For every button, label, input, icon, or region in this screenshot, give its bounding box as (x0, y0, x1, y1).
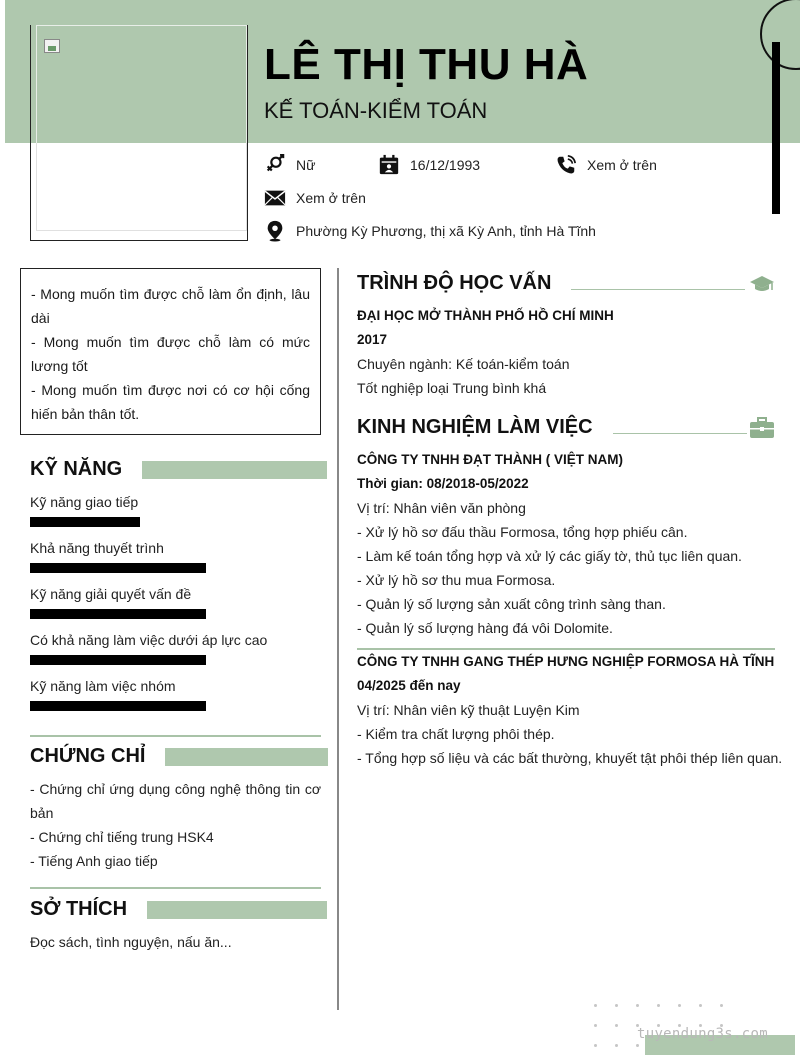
candidate-job-title: KẾ TOÁN-KIỂM TOÁN (264, 98, 488, 123)
contact-gender (264, 154, 315, 176)
skills-heading-bar (142, 461, 327, 479)
job-duty: - Tổng hợp số liệu và các bất thường, khuyết tật phôi thép liên quan. (357, 750, 783, 766)
graduation-cap-icon (749, 273, 775, 295)
decorative-dot (636, 1004, 639, 1007)
gender-value: Nữ (296, 157, 316, 173)
job-duty: - Quản lý số lượng hàng đá vôi Dolomite. (357, 620, 613, 636)
experience-heading-rule (613, 433, 747, 435)
skill-level-fill (30, 563, 206, 573)
skill-level-bar (30, 701, 206, 711)
job-position: Vị trí: Nhân viên kỹ thuật Luyện Kim (357, 702, 580, 718)
education-year: 2017 (357, 332, 388, 347)
hobbies-heading (30, 898, 327, 921)
skill-level-bar (30, 609, 206, 619)
certificates-heading-bar (165, 748, 328, 766)
job-duty: - Kiểm tra chất lượng phôi thép. (357, 726, 555, 742)
candidate-name: LÊ THỊ THU HÀ (264, 40, 589, 89)
objective-line: - Mong muốn tìm được chỗ làm có mức lương tốt (31, 334, 310, 374)
contact-phone (555, 154, 657, 176)
birthday-value: 16/12/1993 (410, 157, 481, 173)
experience-title: KINH NGHIỆM LÀM VIỆC (357, 416, 593, 438)
education-major: Chuyên ngành: Kế toán-kiểm toán (357, 356, 570, 372)
education-title: TRÌNH ĐỘ HỌC VẤN (357, 272, 552, 294)
education-heading (357, 272, 745, 295)
contact-email (264, 187, 366, 209)
decorative-dot (636, 1044, 639, 1047)
decorative-dot (699, 1004, 702, 1007)
contact-address (264, 220, 596, 242)
skill-label: Kỹ năng giao tiếp (30, 494, 139, 510)
job-period: 04/2025 đến nay (357, 678, 461, 693)
skill-level-bar (30, 563, 206, 573)
certificate-item: - Chứng chỉ tiếng trung HSK4 (30, 829, 214, 845)
phone-value: Xem ở trên (587, 157, 657, 173)
column-divider (337, 268, 339, 1010)
skill-level-bar (30, 517, 206, 527)
education-school: ĐẠI HỌC MỞ THÀNH PHỐ HỒ CHÍ MINH (357, 308, 614, 323)
section-divider (30, 887, 321, 889)
skill-label: Có khả năng làm việc dưới áp lực cao (30, 632, 268, 648)
decorative-dot (615, 1044, 618, 1047)
education-heading-rule (571, 289, 745, 291)
skill-label: Khả năng thuyết trình (30, 540, 164, 556)
calendar-icon (378, 154, 400, 176)
decorative-bar (772, 42, 780, 214)
objective-line: - Mong muốn tìm được chỗ làm ổn định, lâu dài (31, 286, 310, 326)
skill-level-fill (30, 701, 206, 711)
skill-label: Kỹ năng giải quyết vấn đề (30, 586, 192, 602)
career-objective (20, 268, 321, 435)
decorative-dot (720, 1004, 723, 1007)
certificates-heading (30, 745, 328, 768)
skill-level-fill (30, 609, 206, 619)
gender-icon (264, 154, 286, 176)
hobbies-text: Đọc sách, tình nguyện, nấu ăn... (30, 934, 232, 950)
job-divider (357, 648, 775, 650)
skill-level-fill (30, 655, 206, 665)
skill-level-fill (30, 517, 140, 527)
phone-icon (555, 154, 577, 176)
job-company: CÔNG TY TNHH ĐẠT THÀNH ( VIỆT NAM) (357, 452, 623, 467)
decorative-dot (615, 1004, 618, 1007)
job-duty: - Quản lý số lượng sản xuất công trình sàng than. (357, 596, 666, 612)
skill-level-bar (30, 655, 206, 665)
certificate-item: - Tiếng Anh giao tiếp (30, 853, 158, 869)
location-icon (264, 220, 286, 242)
skills-heading (30, 458, 327, 481)
job-duty: - Xử lý hồ sơ đấu thầu Formosa, tổng hợp phiếu cân. (357, 524, 688, 540)
job-duty: - Làm kế toán tổng hợp và xử lý các giấy tờ, thủ tục liên quan. (357, 548, 742, 564)
mail-icon (264, 187, 286, 209)
experience-heading (357, 416, 747, 439)
decorative-dot (594, 1044, 597, 1047)
job-duty: - Xử lý hồ sơ thu mua Formosa. (357, 572, 556, 588)
broken-image-icon (44, 39, 60, 53)
job-period: Thời gian: 08/2018-05/2022 (357, 476, 529, 491)
skill-label: Kỹ năng làm việc nhóm (30, 678, 176, 694)
address-value: Phường Kỳ Phương, thị xã Kỳ Anh, tỉnh Hà Tĩnh (296, 223, 596, 239)
certificate-item: - Chứng chỉ ứng dụng công nghệ thông tin cơ bản (30, 781, 321, 821)
education-grade: Tốt nghiệp loại Trung bình khá (357, 380, 547, 396)
contact-birthday (378, 154, 480, 176)
job-position: Vị trí: Nhân viên văn phòng (357, 500, 526, 516)
decorative-dot (678, 1004, 681, 1007)
certificates-title: CHỨNG CHỈ (30, 745, 146, 767)
decorative-dot (594, 1024, 597, 1027)
skills-title: KỸ NĂNG (30, 458, 123, 480)
hobbies-title: SỞ THÍCH (30, 898, 128, 920)
watermark: tuyendung3s.com (637, 1026, 768, 1042)
objective-line: - Mong muốn tìm được nơi có cơ hội cống hiến bản thân tốt. (31, 382, 310, 422)
section-divider (30, 735, 321, 737)
job-company: CÔNG TY TNHH GANG THÉP HƯNG NGHIỆP FORMOSA HÀ TĨNH (357, 654, 775, 669)
decorative-dot (657, 1004, 660, 1007)
decorative-dot (615, 1024, 618, 1027)
hobbies-heading-bar (147, 901, 327, 919)
email-value: Xem ở trên (296, 190, 366, 206)
decorative-dot (594, 1004, 597, 1007)
photo-top-inner-frame (36, 25, 247, 143)
briefcase-icon (749, 417, 775, 439)
